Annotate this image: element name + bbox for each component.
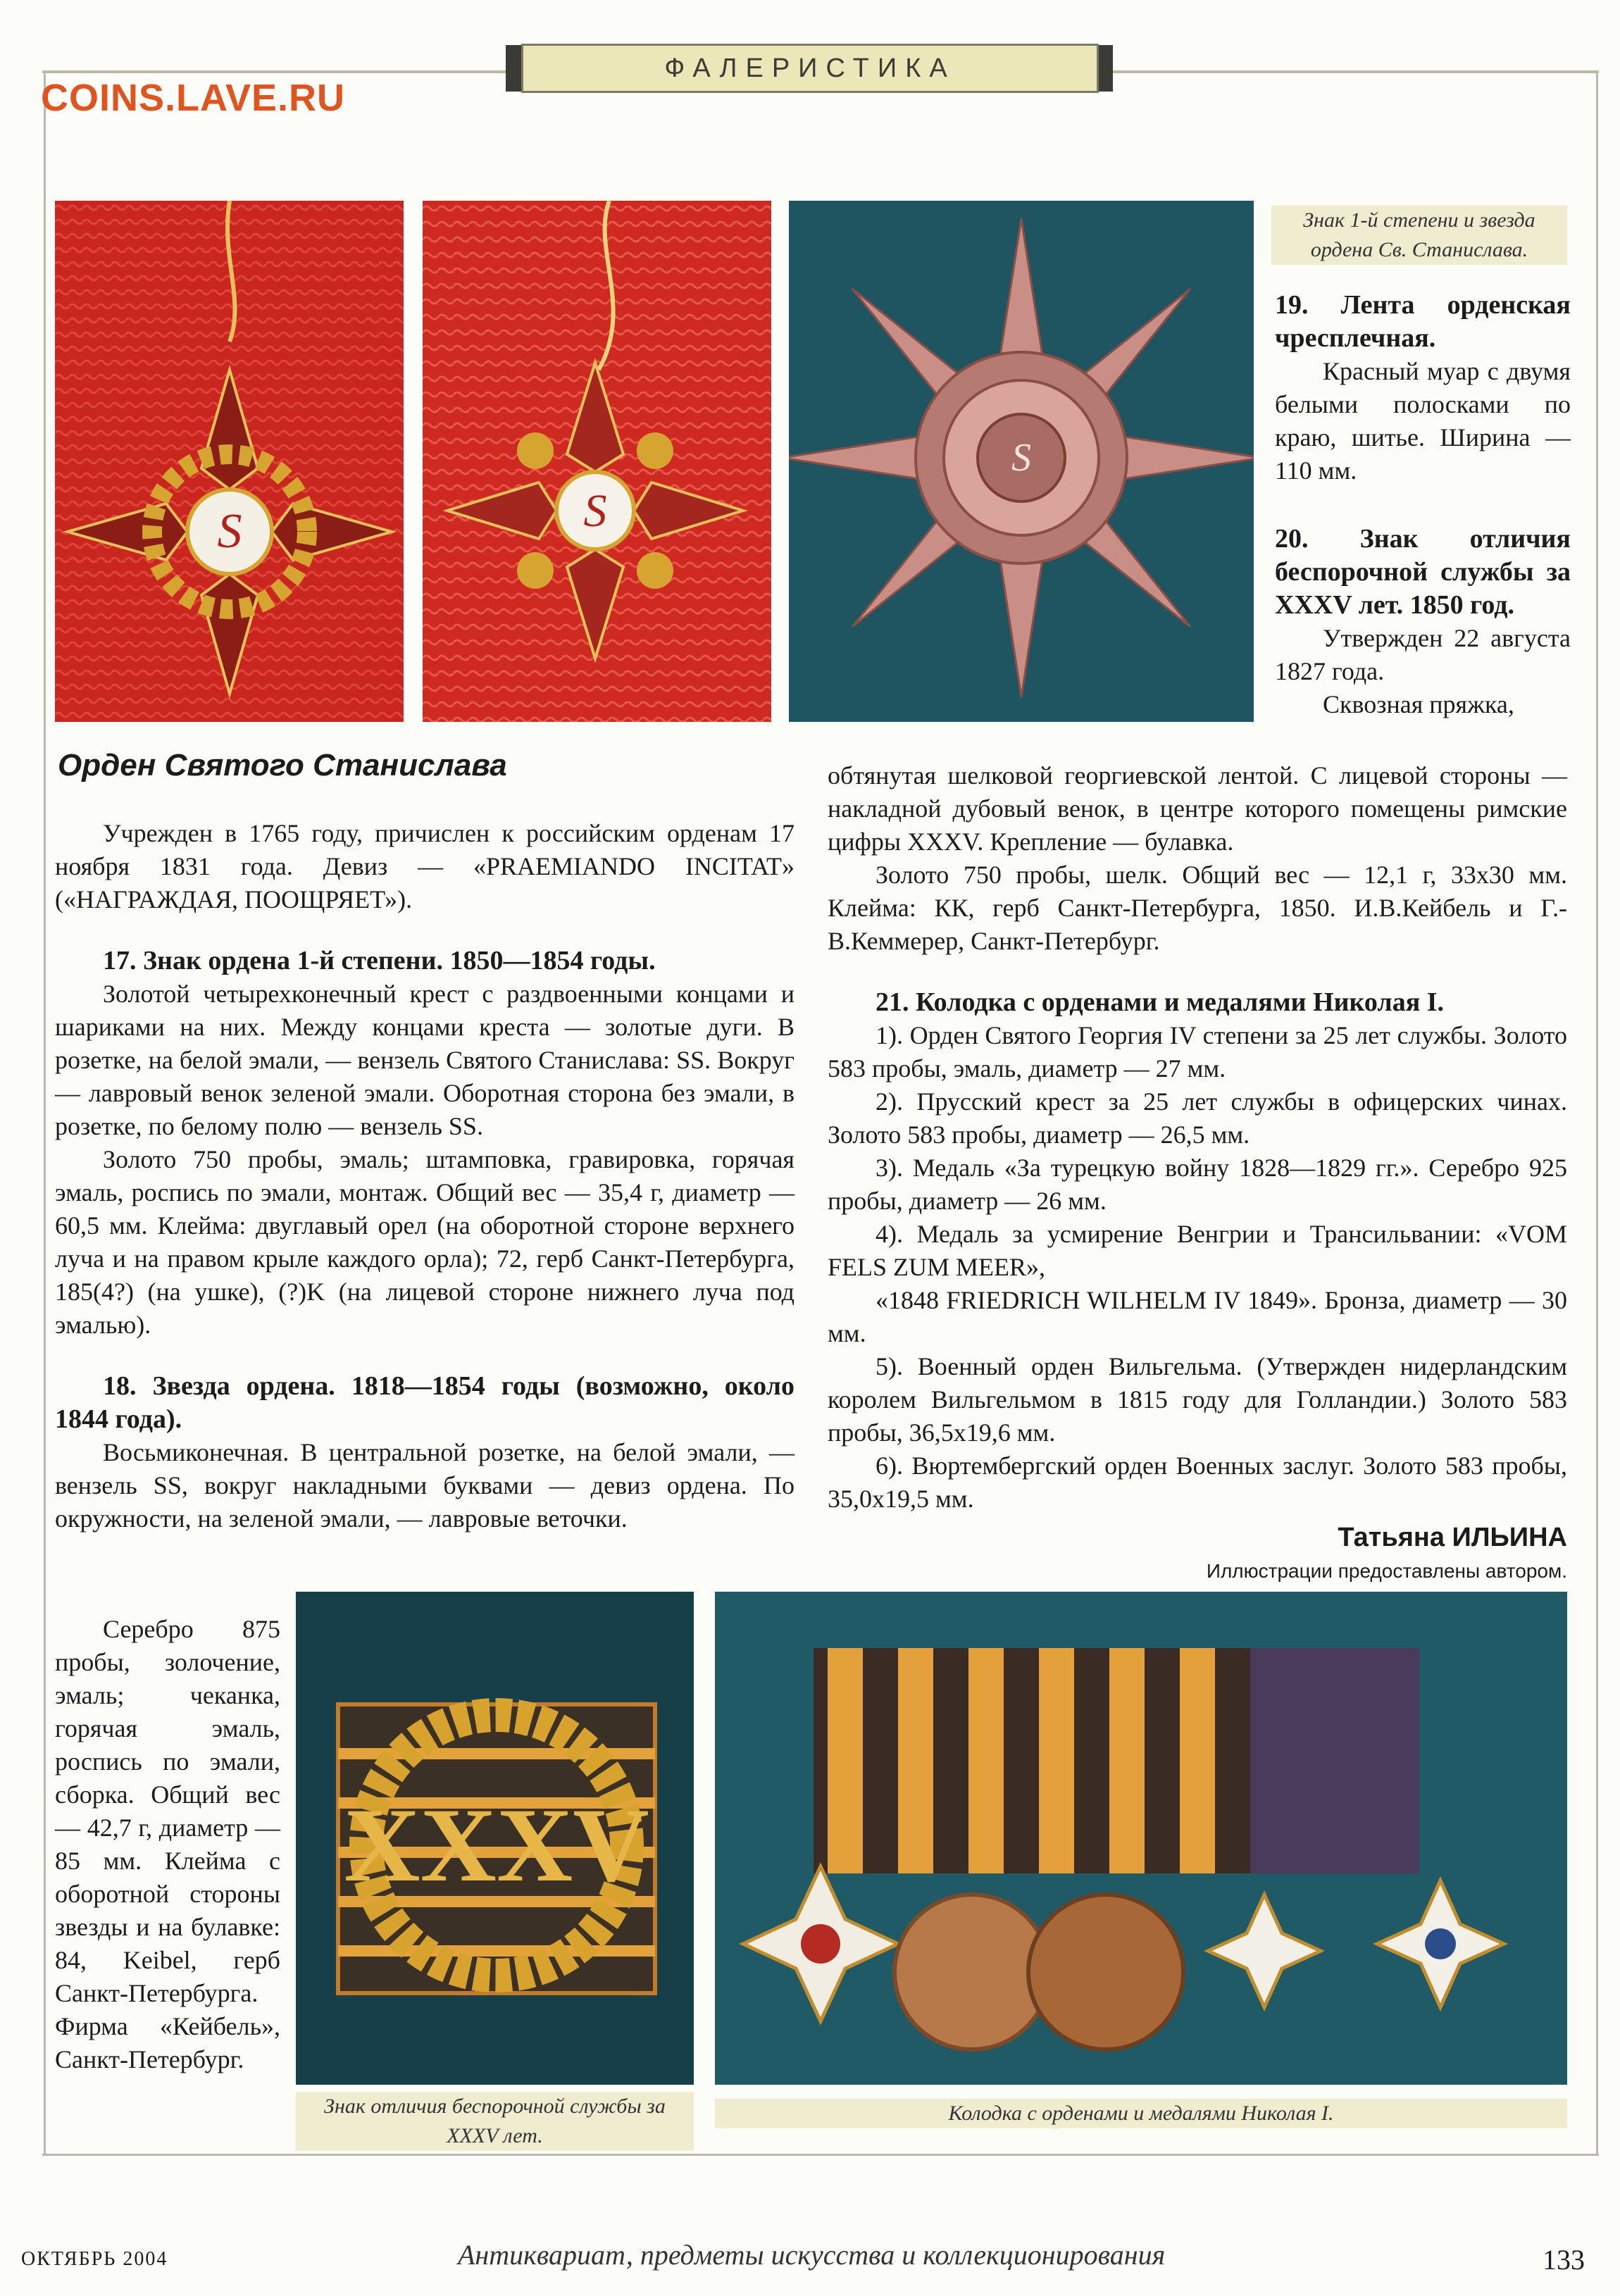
photo-xxxv-badge — [296, 1592, 694, 2085]
item-21-entry-3: 3). Медаль «За турецкую войну 1828—1829 гг.». Серебро 925 пробы, диаметр — 26 мм. — [828, 1154, 1567, 1215]
item-21-heading: 21. Колодка с орденами и медалями Николая I. — [876, 987, 1445, 1017]
svg-text:S: S — [217, 504, 242, 559]
item-18-continued — [55, 1613, 280, 2076]
item-21-entry-4: 4). Медаль за усмирение Венгрии и Трансильвании: «VOM FELS ZUM MEER», — [828, 1220, 1567, 1281]
item-18-heading: 18. Звезда ордена. 1818—1854 годы (возможно, около 1844 года). — [55, 1371, 795, 1434]
item-18-text-2: Серебро 875 пробы, золочение, эмаль; чеканка, горячая эмаль, роспись по эмали, сборка. Общий вес — 42,7 г, диаметр — 85 мм. Клейма с оборотной стороны звезды и на булавке: 84, Keibel, герб Санкт-Петербурга. Фирма «Кейбель», Санкт-Петербург. — [55, 1615, 280, 2073]
article-title: Орден Святого Станислава — [58, 748, 507, 782]
item-19-text: Красный муар с двумя белыми полосками по краю, шитье. Ширина — 110 мм. — [1275, 357, 1571, 485]
item-21-entry-1: 1). Орден Святого Георгия IV степени за 25 лет службы. Золото 583 пробы, эмаль, диаметр — 27 мм. — [828, 1021, 1567, 1083]
footer-magazine: Антиквариат, предметы искусства и коллекционирования — [458, 2239, 1166, 2271]
item-20-text-2b: обтянутая шелковой георгиевской лентой. С лицевой стороны — накладной дубовый венок, в центре которого помещены римские цифры XXXV. Крепление — булавка. — [828, 761, 1567, 856]
author: Татьяна ИЛЬИНА — [1338, 1523, 1567, 1552]
item-21-entry-4b: «1848 FRIEDRICH WILHELM IV 1849». Бронза, диаметр — 30 мм. — [828, 1286, 1567, 1347]
photo-badge-front — [55, 201, 404, 722]
item-21-entry-5: 5). Военный орден Вильгельма. (Утвержден нидерландским королем Вильгельмом в 1815 году для Голландии.) Золото 583 пробы, 36,5х19,6 мм. — [828, 1352, 1567, 1447]
photo-badge-reverse — [423, 201, 771, 722]
footer-issue: ОКТЯБРЬ 2004 — [21, 2248, 168, 2270]
left-column — [55, 817, 795, 1535]
item-20-text-1: Утвержден 22 августа 1827 года. — [1275, 624, 1571, 685]
item-21-entry-2: 2). Прусский крест за 25 лет службы в офицерских чинах. Золото 583 пробы, диаметр — 26,5 мм. — [828, 1087, 1567, 1149]
item-17-heading: 17. Знак ордена 1-й степени. 1850—1854 годы. — [103, 946, 656, 975]
svg-text:S: S — [1011, 436, 1031, 480]
caption-stanislav-star: Знак 1-й степени и звезда ордена Св. Станислава. — [1271, 206, 1567, 265]
frame-left-rule — [44, 70, 46, 2155]
section-tab-left-cap — [506, 45, 521, 92]
frame-right-rule — [1596, 70, 1598, 2155]
item-20-heading: 20. Знак отличия беспорочной службы за XXXV лет. 1850 год. — [1275, 524, 1571, 620]
photo-kolodka — [715, 1592, 1567, 2085]
svg-text:S: S — [583, 485, 607, 537]
right-column — [828, 759, 1567, 1587]
item-20 — [1275, 523, 1571, 721]
item-20-text-3: Золото 750 пробы, шелк. Общий вес — 12,1 г, 33х30 мм. Клейма: КК, герб Санкт-Петербурга, 1850. И.В.Кейбель и Г.-В.Кеммерер, Санкт-Петербург. — [828, 861, 1567, 955]
illustration-credit: Иллюстрации предоставлены автором. — [1206, 1560, 1567, 1582]
footer-rule — [42, 2154, 1599, 2156]
intro-paragraph: Учрежден в 1765 году, причислен к российским орденам 17 ноября 1831 года. Девиз — «PRAEMIANDO INCITAT» («НАГРАЖДАЯ, ПООЩРЯЕТ»). — [55, 819, 795, 913]
item-17-text-1: Золотой четырехконечный крест с раздвоенными концами и шариками на них. Между концами креста — золотые дуги. В розетке, на белой эмали, — вензель Святого Станислава: SS. Вокруг — лавровый венок зеленой эмали. Оборотная сторона без эмали, в розетке, по белому полю — вензель SS. — [55, 980, 795, 1140]
item-21-entry-6: 6). Вюртембергский орден Военных заслуг. Золото 583 пробы, 35,0х19,5 мм. — [828, 1452, 1567, 1513]
photo-star — [789, 201, 1254, 722]
watermark[interactable]: COINS.LAVE.RU — [41, 77, 346, 119]
item-18-text-1: Восьмиконечная. В центральной розетке, на белой эмали, — вензель SS, вокруг накладными буквами — девиз ордена. По окружности, на зеленой эмали, — лавровые веточки. — [55, 1438, 795, 1533]
item-19 — [1275, 289, 1571, 487]
item-19-heading: 19. Лента орденская чресплечная. — [1275, 290, 1571, 353]
caption-kolodka: Колодка с орденами и медалями Николая I. — [715, 2099, 1567, 2128]
section-tab-right-cap — [1097, 45, 1113, 92]
caption-xxxv: Знак отличия беспорочной службы за XXXV лет. — [296, 2092, 694, 2151]
item-17-text-2: Золото 750 пробы, эмаль; штамповка, гравировка, горячая эмаль, роспись по эмали, монтаж. Общий вес — 35,4 г, диаметр — 60,5 мм. Клейма: двуглавый орел (на оборотной стороне верхнего луча и на правом крыле каждого орла); 72, герб Санкт-Петербурга, 185(4?) (на ушке), (?)K (на лицевой стороне нижнего луча под эмалью). — [55, 1145, 795, 1339]
xxxv-numeral-glyph: XXXV — [344, 1787, 649, 1904]
item-20-text-2a: Сквозная пряжка, — [1323, 690, 1514, 718]
section-title: ФАЛЕРИСТИКА — [521, 44, 1099, 93]
page-number: 133 — [1543, 2244, 1585, 2276]
